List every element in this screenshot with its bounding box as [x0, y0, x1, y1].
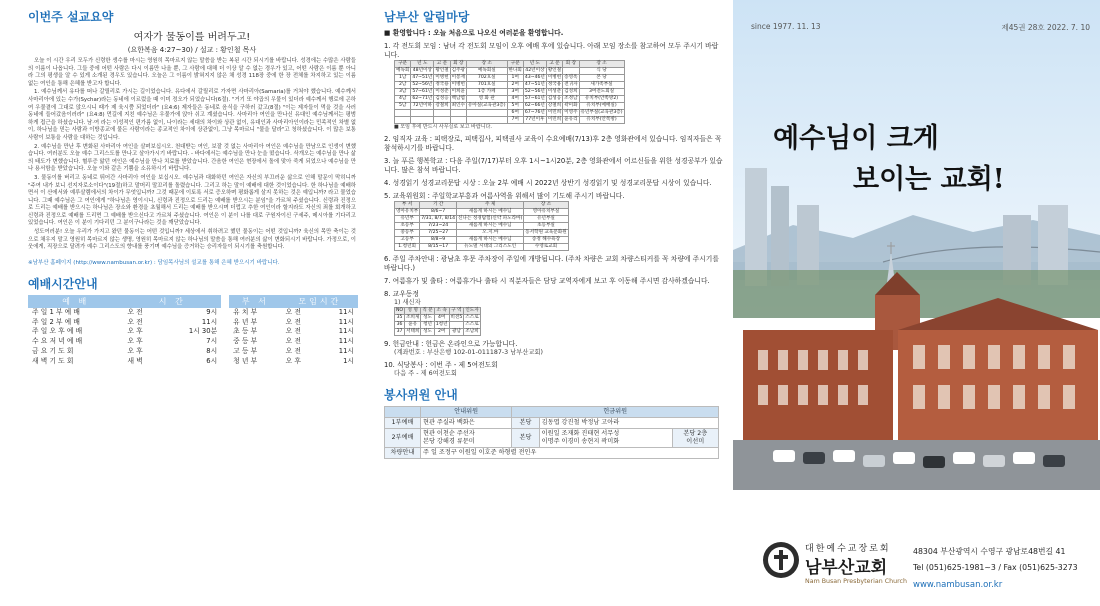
table-cell: 인도자: [465, 307, 479, 313]
church-phone: Tel (051)625-1981~3 / Fax (051)625-3273: [913, 563, 1078, 572]
table-cell: 42년이상: [525, 68, 545, 73]
sermon-heading: 이번주 설교요약: [28, 10, 114, 24]
worship-cell: 오 전: [285, 317, 301, 326]
table-cell: 고 문: [434, 61, 450, 68]
table-row: [395, 208, 569, 215]
table-cell: 702호실: [466, 75, 507, 82]
table-cell: 조정남: [564, 96, 578, 101]
table-cell: 1여: [507, 75, 523, 82]
table-cell: 4여: [507, 96, 523, 103]
table-cell: [449, 321, 464, 328]
table-row: [395, 321, 481, 328]
news-item-body: 다음 주 - 제 6여전도회: [394, 369, 457, 377]
table-cell: 정국용: [435, 82, 449, 87]
news-item: 7. 여름휴가 및 출타 : 여름휴가나 출타 시 직분자들은 담당 교역자에게 보고 후 이동해 주시면 감사하겠습니다.: [384, 276, 710, 285]
worship-cell: 중 등 부: [233, 337, 258, 346]
news-item-body: (계좌번호 : 부산은행 102-01-011187-3 남부산교회): [394, 348, 544, 356]
table-cell: 강철희: [435, 103, 449, 108]
sermon-paragraph: 1. 예수님께서 유다를 떠나 갈릴리로 가시는 길이었습니다. 유다에서 갈릴리로 가자면 사마리아(Samaria)를 거쳐야 했습니다. 예수께서 사마리아에 있는 수가(Sychar)라는 동네에 이르렀을 때 이미 정오가 되었습니다(6절). "거기 또 야곱의 우물이 있더라 예수께서 행로에 곤하여 우물곁에 그대로 앉으시니 때가 제 육시쯤 되었더라" (요4:6) 제자들은 동네로 음식을 구하러 갔고(8절) "이는 제자들이 먹을 것을 사러 동네에 들어갔음이러라" (요4:8) 먼길에 지친 예수님은 우물가에 앉아 쉬고 계셨습니다. 사마리아 여인을 만나신 유대인 예수님께서는 평범하게 접근을 하셨습니다. 남·여 라는 이성적인 편가름 없이, 나이라는 세대의 차이와 상관 없이, 유대인과 사마리아인이라는 민족적인 차별 없이, 하나님을 믿는 사람과 이방종교에 물든 사람이라는 종교적인 차이에 상관없이, 그냥 목마르니 "물을 달라"고 청하셨습니다. 이 많은 보통 사람이 보통을 사람을 대하는 것입니다.: [28, 89, 356, 141]
table-cell: 유년부실: [524, 215, 568, 222]
table-cell: 47~51년: [524, 82, 545, 87]
table-cell: 이병헌: [547, 75, 562, 80]
table-cell: 황인철: [435, 68, 449, 73]
table-cell: 5남: [395, 103, 411, 110]
worship-cell: 유 년 부: [233, 317, 258, 326]
table-cell: NO: [396, 307, 404, 313]
table-cell: 동서학원 교육문화원: [525, 229, 567, 235]
table-row: [395, 110, 625, 117]
worship-cell: 청 년 부: [233, 356, 258, 365]
table-cell: 7/31, 8/7, 8/14: [421, 215, 456, 221]
worship-cell: 9시: [206, 307, 218, 316]
table-header-row: [395, 201, 569, 208]
homepage-note[interactable]: ※남부산 홈페이지 (http://www.nambusan.or.kr) : 담임목사님의 설교를 통해 은혜 받으시기 바랍니다.: [28, 259, 280, 266]
table-cell: 회 장: [450, 61, 466, 68]
welcome-notice: ■ 환영합니다 : 오늘 처음으로 나오신 여러분을 환영합니다.: [384, 29, 564, 37]
table-cell: 1.청년회: [395, 243, 420, 250]
table-cell: 송정 해수욕장: [524, 236, 568, 243]
table-cell: 이민희: [547, 110, 562, 115]
worship-cell: 오 후: [127, 337, 143, 346]
worship-cell: 오 전: [285, 307, 301, 316]
cover-column: [733, 0, 1100, 606]
table-cell: 부 서: [395, 201, 420, 208]
table-cell: 기 간: [420, 201, 457, 208]
table-cell: 57~61년: [412, 89, 433, 94]
table-cell: 77년이후: [525, 117, 545, 122]
table-row: [395, 314, 481, 321]
sermon-paragraph: 성도여러분! 오늘 우리가 가지고 왔던 물동이는 어떤 것입니까? 세상에서 취하려고 했던 물동이는 어떤 것입니까? 육신의 목만 축이는 것으로 채우지 말고 영원히 목마르지 않는 생명, 영원히 목마르지 않는 하나님의 말씀을 통해 여러분의 삶이 변화되시기 바랍니다. 가정으로, 이웃에게, 직장으로 달려가 예수 그리스도의 향내를 풍기며 예수님을 증거하는 승리자들이 되시기를 축원합니다.: [28, 229, 356, 251]
worship-cell: 오 전: [127, 317, 143, 326]
worship-col-header: 예 배: [28, 295, 123, 308]
table-header-row: [395, 61, 625, 68]
table-cell: 2남: [395, 82, 411, 89]
table-cell: 예녹회: [396, 68, 410, 73]
table-cell: 청년: [421, 321, 434, 328]
sermon-reference: (요한복음 4:27~30) / 설교 : 황인철 목사: [127, 46, 257, 54]
worship-cell: 주 일 1 부 예 배: [32, 307, 80, 316]
table-cell: 예녹회실: [466, 68, 507, 75]
table-cell: 고 문: [546, 61, 562, 68]
offering-volunteers: 김동엽 강진철 박정남 고아라: [539, 418, 718, 429]
worship-cell: 1시: [343, 356, 354, 365]
table-cell: 6여: [507, 110, 523, 117]
table-cell: [395, 117, 411, 124]
table-row: [395, 82, 625, 89]
summer-camp-table: [394, 201, 569, 251]
table-cell: 주 제: [457, 201, 524, 208]
table-row: [395, 215, 569, 222]
news-item: 9. 헌금안내 : 헌금은 온라인으로 가능합니다.: [384, 339, 518, 348]
table-cell: 67~76년: [524, 110, 545, 115]
table-cell: 소 속: [434, 307, 449, 314]
table-cell: 김주광: [451, 68, 465, 73]
table-cell: 52~56년: [524, 89, 545, 94]
table-cell: 새롭게 하시는 예수님: [457, 208, 524, 215]
table-cell: 스스로: [465, 321, 479, 327]
table-cell: 비전5: [450, 314, 463, 320]
table-cell: 직 분: [422, 307, 433, 313]
volunteer-row-label: 차량안내: [385, 448, 421, 459]
table-cell: 수영로교회: [524, 243, 568, 250]
table-cell: 장 소: [579, 61, 624, 68]
table-cell: 성도: [421, 314, 434, 321]
table-cell: 초등부실: [524, 222, 568, 229]
slogan-line-1: 예수님이 크게: [773, 123, 939, 154]
table-cell: 회 장: [563, 61, 579, 68]
table-cell: 중등부: [395, 229, 420, 236]
news-item: 8. 교우동정: [384, 289, 419, 298]
news-item: 6. 주일 주차안내 : 광남초 후문 주차장이 주일에 개방됩니다. (주차 차량은 교회 차량스티커를 꼭 차량에 주시기를 바랍니다.): [384, 254, 719, 272]
since-date: since 1977. 11. 13: [751, 22, 821, 31]
worship-cell: 오 전: [285, 327, 301, 336]
table-cell: 유아실(교육관3층): [467, 103, 506, 108]
table-row: [395, 117, 625, 124]
news-item: 5. 교육위원회 : 주일학교부흥과 여름사역을 위해서 많이 기도해 주시기 바랍니다.: [384, 191, 625, 200]
table-cell: 35: [395, 314, 405, 321]
table-cell: 식 당: [579, 68, 624, 75]
worship-cell: 수 요 저 녁 예 배: [32, 337, 83, 346]
worship-cell: 초 등 부: [233, 327, 258, 336]
table-row: [395, 75, 625, 82]
news-item: 2. 임직자 교육 : 피택장로, 피택집사, 피택권사 교육이 수요예배(7/13)후 2층 영화관에서 있습니다. 임직자들은 꼭 참석하시기를 바랍니다.: [384, 134, 722, 152]
table-cell: 8/15~17: [420, 243, 457, 250]
worship-row: [28, 318, 358, 328]
table-row: [395, 96, 625, 103]
worship-cell: 11시: [338, 337, 354, 346]
worship-row: [28, 347, 358, 357]
news-column: [378, 0, 730, 606]
table-row: [395, 68, 625, 75]
worship-cell: 오 후: [285, 356, 301, 365]
table-cell: 이봉재: [451, 75, 465, 80]
table-cell: 4남: [395, 96, 411, 103]
table-cell: [466, 117, 507, 124]
volunteers-table: [384, 406, 719, 459]
table-cell: 이민희: [547, 117, 562, 122]
worship-cell: 오 후: [127, 347, 143, 356]
table-cell: [395, 110, 411, 117]
table-cell: 오.지.마: [457, 229, 524, 236]
guide-volunteers: 현관 이천순 주선자 본당 강해경 류문미: [421, 429, 512, 448]
worship-cell: 오 전: [285, 337, 301, 346]
sermon-body: [28, 58, 356, 252]
table-cell: 광남: [449, 328, 464, 335]
worship-cell: 새 벽: [127, 356, 143, 365]
table-cell: 유치부(예배실): [579, 103, 624, 110]
table-cell: 3남: [395, 89, 411, 96]
table-cell: 윤유: [405, 321, 421, 328]
table-cell: 5여: [507, 103, 523, 110]
table-cell: 3여: [507, 89, 523, 96]
table-cell: 새가족부실: [579, 82, 624, 89]
slogan-line-2: 보이는 교회!: [853, 164, 1005, 195]
worship-cell: 금 요 기 도 회: [32, 347, 74, 356]
table-cell: [563, 68, 579, 75]
worship-cell: 오 후: [127, 327, 143, 336]
volunteer-row-label: 2부예배: [385, 429, 421, 448]
table-cell: 7여: [507, 117, 523, 124]
worship-col-header: 시 간: [123, 295, 221, 308]
worship-col-header: 모임시간: [282, 295, 358, 308]
table-cell: 유치부(안쪽방2): [579, 96, 624, 103]
table-cell: 새롭게 하시는 예수님: [457, 236, 524, 243]
table-row: [395, 89, 625, 96]
offering-volunteers: 이원일 조재화 진태현 서무성 이명주 이경미 송현지 곽미화: [539, 429, 672, 448]
table-header-row: [395, 307, 481, 314]
table-cell: 전귀자: [564, 82, 578, 87]
table-cell: [450, 110, 466, 117]
table-cell: [450, 117, 466, 124]
table-cell: 43~46년: [524, 75, 545, 80]
table-cell: 유년부: [395, 215, 420, 222]
table-cell: 2여: [434, 328, 449, 335]
table-cell: 신나는 성경탐험(신약 파노라마): [458, 215, 523, 221]
news-heading: 남부산 알림마당: [384, 10, 470, 24]
worship-cell: 고 등 부: [233, 347, 258, 356]
table-row: [395, 222, 569, 229]
table-cell: 48년이상: [412, 68, 432, 73]
news-item: 10. 식당봉사 : 이번 주 - 제 5여전도회: [384, 360, 498, 369]
table-cell: 47~51년: [412, 75, 433, 80]
worship-cell: 주 일 오 후 예 배: [32, 327, 83, 336]
offering-location: 본당: [512, 418, 539, 429]
table-cell: 1층 카페: [466, 89, 507, 96]
tower-building: [745, 168, 767, 286]
table-cell: 52~56년: [412, 82, 433, 87]
table-cell: 고등부: [395, 236, 420, 243]
table-cell: [434, 110, 450, 117]
table-cell: 송영옥: [564, 75, 578, 80]
volunteers-col-header: 헌금위원: [512, 407, 719, 418]
sermon-paragraph: 2. 예수님을 만난 후 변화된 사마리아 여인을 살펴보십시오. 천대받는 여인, 보잘 것 없는 사마리아 여인은 예수님을 만남으로 인생이 변했습니다. 여러분도 오늘 예수 그리스도를 만나고 살아가시기 바랍니다. - 바다에서는 예수님을 만나 눈을 떴습니다. 삭개오는 예수님을 만나 삶의 태도가 변했습니다. 혈루증 앓던 여인은 예수님을 만나 치료를 받았습니다. 간음한 여인은 현장에서 돌에 맞아 죽게 되었으나 예수님을 만나 용서함을 받았습니다. 오늘 이와 같은 기쁨을 소유하시기 바랍니다.: [28, 143, 356, 173]
table-cell: 새롭게 하시는 예수님: [457, 222, 524, 229]
table-cell: 뉴노멀 시대의 그리스도인: [457, 243, 524, 250]
table-cell: 장 소: [524, 201, 568, 208]
table-cell: 서태희: [406, 328, 420, 334]
table-cell: 본 당: [579, 75, 624, 82]
table-cell: [466, 110, 507, 117]
table-cell: 이성춘: [547, 89, 562, 94]
table-cell: 이병헌: [435, 75, 449, 80]
table-cell: 유년부실(교육관3층): [580, 110, 623, 115]
new-members-table: [394, 307, 481, 336]
table-cell: 한나회: [508, 68, 522, 73]
table-cell: 1청년: [435, 321, 448, 327]
worship-table: [28, 295, 358, 367]
table-cell: 년 도: [523, 61, 546, 68]
worship-row: [28, 337, 358, 347]
table-cell: 4여: [434, 314, 449, 321]
volunteers-col-header: 안내위원: [421, 407, 512, 418]
volunteer-row-label: 1부예배: [385, 418, 421, 429]
table-row: [395, 236, 569, 243]
table-cell: 이영주: [564, 110, 578, 115]
table-cell: 7/25~27: [420, 229, 457, 236]
table-cell: 조희제: [406, 314, 420, 320]
table-cell: 이병헌: [451, 82, 465, 87]
guide-volunteers: 현관 주실라 백화은: [421, 418, 512, 429]
table-cell: 8/6~7: [420, 208, 457, 215]
news-item: 3. 늘 푸른 행복학교 : 다음 주일(7/17)부터 오후 1시~1시20분, 2층 영화관에서 어르신들을 위한 성경공부가 있습니다. 많은 참석 바랍니다.: [384, 156, 723, 174]
table-cell: 초등부: [395, 222, 420, 229]
worship-cell: 오 전: [127, 307, 143, 316]
table-cell: 36: [395, 321, 405, 328]
table-cell: 정국용: [547, 82, 562, 87]
table-cell: 윤유리: [564, 117, 578, 122]
table-cell: 성 명: [405, 307, 421, 314]
worship-cell: 오 전: [285, 347, 301, 356]
table-cell: 1남: [395, 75, 411, 82]
table-cell: 영아유치부: [396, 208, 419, 214]
cover-illustration: [733, 0, 1100, 606]
table-cell: 백남엽: [451, 96, 465, 101]
table-cell: [411, 117, 434, 124]
table-cell: 성도: [421, 328, 434, 335]
table-cell: 영아유치부실: [524, 208, 568, 215]
table-note: ■ 모임 후에 반드시 사무실로 보고 바랍니다.: [394, 124, 492, 130]
worship-cell: 새 벽 기 도 회: [32, 356, 74, 365]
worship-col-header: 부 서: [229, 295, 282, 308]
table-cell: 37: [395, 328, 405, 335]
worship-cell: 11시: [338, 327, 354, 336]
table-cell: 년 도: [411, 61, 434, 68]
table-cell: 57~61년: [524, 96, 545, 101]
worship-cell: 8시: [206, 347, 218, 356]
table-row: [395, 103, 625, 110]
volunteers-heading: 봉사위원 안내: [384, 388, 458, 403]
table-cell: 장 소: [466, 61, 507, 68]
table-row: [395, 243, 569, 250]
table-cell: 김성희: [564, 89, 578, 94]
table-cell: 강철희: [547, 103, 562, 108]
table-cell: 701호실: [466, 82, 507, 89]
news-item-body: 1) 새신자: [394, 298, 421, 306]
table-cell: 김성응: [435, 96, 449, 101]
news-item: 1. 각 전도회 모임 : 남녀 각 전도회 모임이 오후 예배 후에 있습니다. 아래 모임 장소를 참고하여 모두 주시기 바랍니다.: [384, 42, 719, 59]
worship-row: [28, 308, 358, 318]
issue-number: 제45권 28호 2022. 7. 10: [1001, 23, 1090, 32]
worship-cell: 유 치 부: [233, 307, 258, 316]
table-cell: 62~66년: [524, 103, 545, 108]
worship-cell: 6시: [206, 356, 218, 365]
table-cell: 이희윤: [451, 89, 465, 94]
worship-cell: 1시 30분: [188, 327, 218, 336]
table-cell: 유치부(안쪽방): [579, 117, 624, 124]
worship-heading: 예배시간안내: [28, 276, 98, 291]
table-cell: 이성춘: [435, 89, 449, 94]
table-cell: 8/8~9: [420, 236, 457, 243]
worship-row: [28, 357, 358, 367]
table-cell: [411, 110, 434, 117]
table-cell: 구분: [507, 61, 523, 68]
table-cell: 72년이하: [412, 103, 432, 108]
church-address: 48304 부산광역시 수영구 광남로48번길 41: [913, 547, 1066, 556]
church-name: 남부산교회: [805, 558, 888, 578]
worship-cell: 11시: [338, 307, 354, 316]
worship-cell: 11시: [338, 347, 354, 356]
worship-cell: 11시: [338, 317, 354, 326]
table-cell: 곽미화: [564, 103, 578, 108]
table-cell: 3여전도회실: [579, 89, 624, 96]
table-cell: 2여: [507, 82, 523, 89]
table-row: [395, 328, 481, 335]
table-cell: 구분: [395, 61, 411, 68]
offering-location: 본당: [512, 429, 539, 448]
table-cell: 영 화 관: [466, 96, 507, 103]
fellowship-meeting-table: [394, 60, 625, 124]
worship-cell: 7시: [206, 337, 218, 346]
sermon-column: [0, 0, 368, 606]
table-cell: 최인수: [451, 103, 465, 108]
table-cell: 스스로: [465, 314, 479, 320]
table-row: [395, 229, 569, 236]
table-cell: [434, 117, 450, 124]
sermon-paragraph: 3. 물동이를 버리고 동네로 뛰어간 사마리아 여인을 보십시오. 예수님과 대화하던 여인은 자신의 부끄러운 삶으로 인해 말문이 막히니까 "주여 내가 보니 선지자로소이다"(19절)하고 말머리 말꼬리를 돌렸습니다. 그리고 하는 말이 예배에 대한 것이었습니다. 한 하나님을 예배하면서 이 산에서와 예루살렘에서의 차이가 무엇입니까? 그것 때문에 이토록 서로 증오하며 평화롭게 살지 못하는 것은 예입니까? 라고 물었습니다. 그때 예수님은 그 여인에게 "하나님은 영이시니, 신령과 진정으로 드리는 예배를 받으시는 분임"을 가르쳐 주셨습니다. 신령과 진정으로 드리는 예배를 받으시는 하나님은 장소와 환경을 초월해서 드리는 예배를 받으시며 더럽고 추한 여인이라 할지라도 자신의 죄를 회개하고 신령과 진정으로 예배를 드리면 그 예배를 받으신다고 가르쳐 주셨습니다. 여인은 이 분이 나를 대로 구원자이신 구세주, 메시아를 기다리고 있었습니다. 여인은 이 분이 기다리던 그 분이구나라는 것을 깨닫았습니다.: [28, 174, 356, 227]
sermon-paragraph: 오늘 이 시간 우리 모두가 신령한 생수를 마시는 영원히 목마르지 않는 말씀을 받는 복된 시간 되시기를 바랍니다. 성경에는 수많은 사람들의 이름이 나옵니다. 그들 중에 어떤 사람은 다시 이름만 나올 뿐, 그 사람에 대해 더 이상 알 수 없는 경우가 있고, 어떤 사람은 이름 뿐 아니라 그의 평생을 알 수 있게 소개된 경우도 있습니다. 오늘은 그 이름이 밝혀지지 않은 채 성경 118장 중에 한 장 전체를 차지하고 있는 이름 없는 여인을 통해 은혜를 받고자 합니다.: [28, 58, 356, 87]
sermon-title: 여자가 물동이를 버려두고!: [133, 32, 251, 43]
table-cell: 김성응: [547, 96, 562, 101]
church-website[interactable]: www.nambusan.or.kr: [913, 580, 1003, 590]
table-cell: 황인철: [547, 68, 562, 73]
offering-extra: 본당 2층 이선미: [672, 429, 718, 448]
news-item: 4. 성경읽기 성경교리문답 시상 : 오늘 2부 예배 시 2022년 상반기 성경읽기 및 성경교리문답 시상이 있습니다.: [384, 178, 712, 187]
worship-cell: 11시: [201, 317, 218, 326]
church-name-english: Nam Busan Presbyterian Church: [805, 578, 907, 585]
vehicle-guide-volunteers: 주 일 조정구 이원일 이호준 하형렬 전인우: [421, 448, 719, 459]
worship-cell: 주 일 2 부 예 배: [32, 317, 80, 326]
table-cell: 조남희: [465, 328, 479, 334]
table-cell: 구 역: [449, 307, 464, 314]
denomination: 대한예수교장로회: [805, 544, 891, 554]
table-cell: 62~71년: [412, 96, 433, 101]
worship-row: [28, 327, 358, 337]
table-cell: 7/23~24: [420, 222, 457, 229]
